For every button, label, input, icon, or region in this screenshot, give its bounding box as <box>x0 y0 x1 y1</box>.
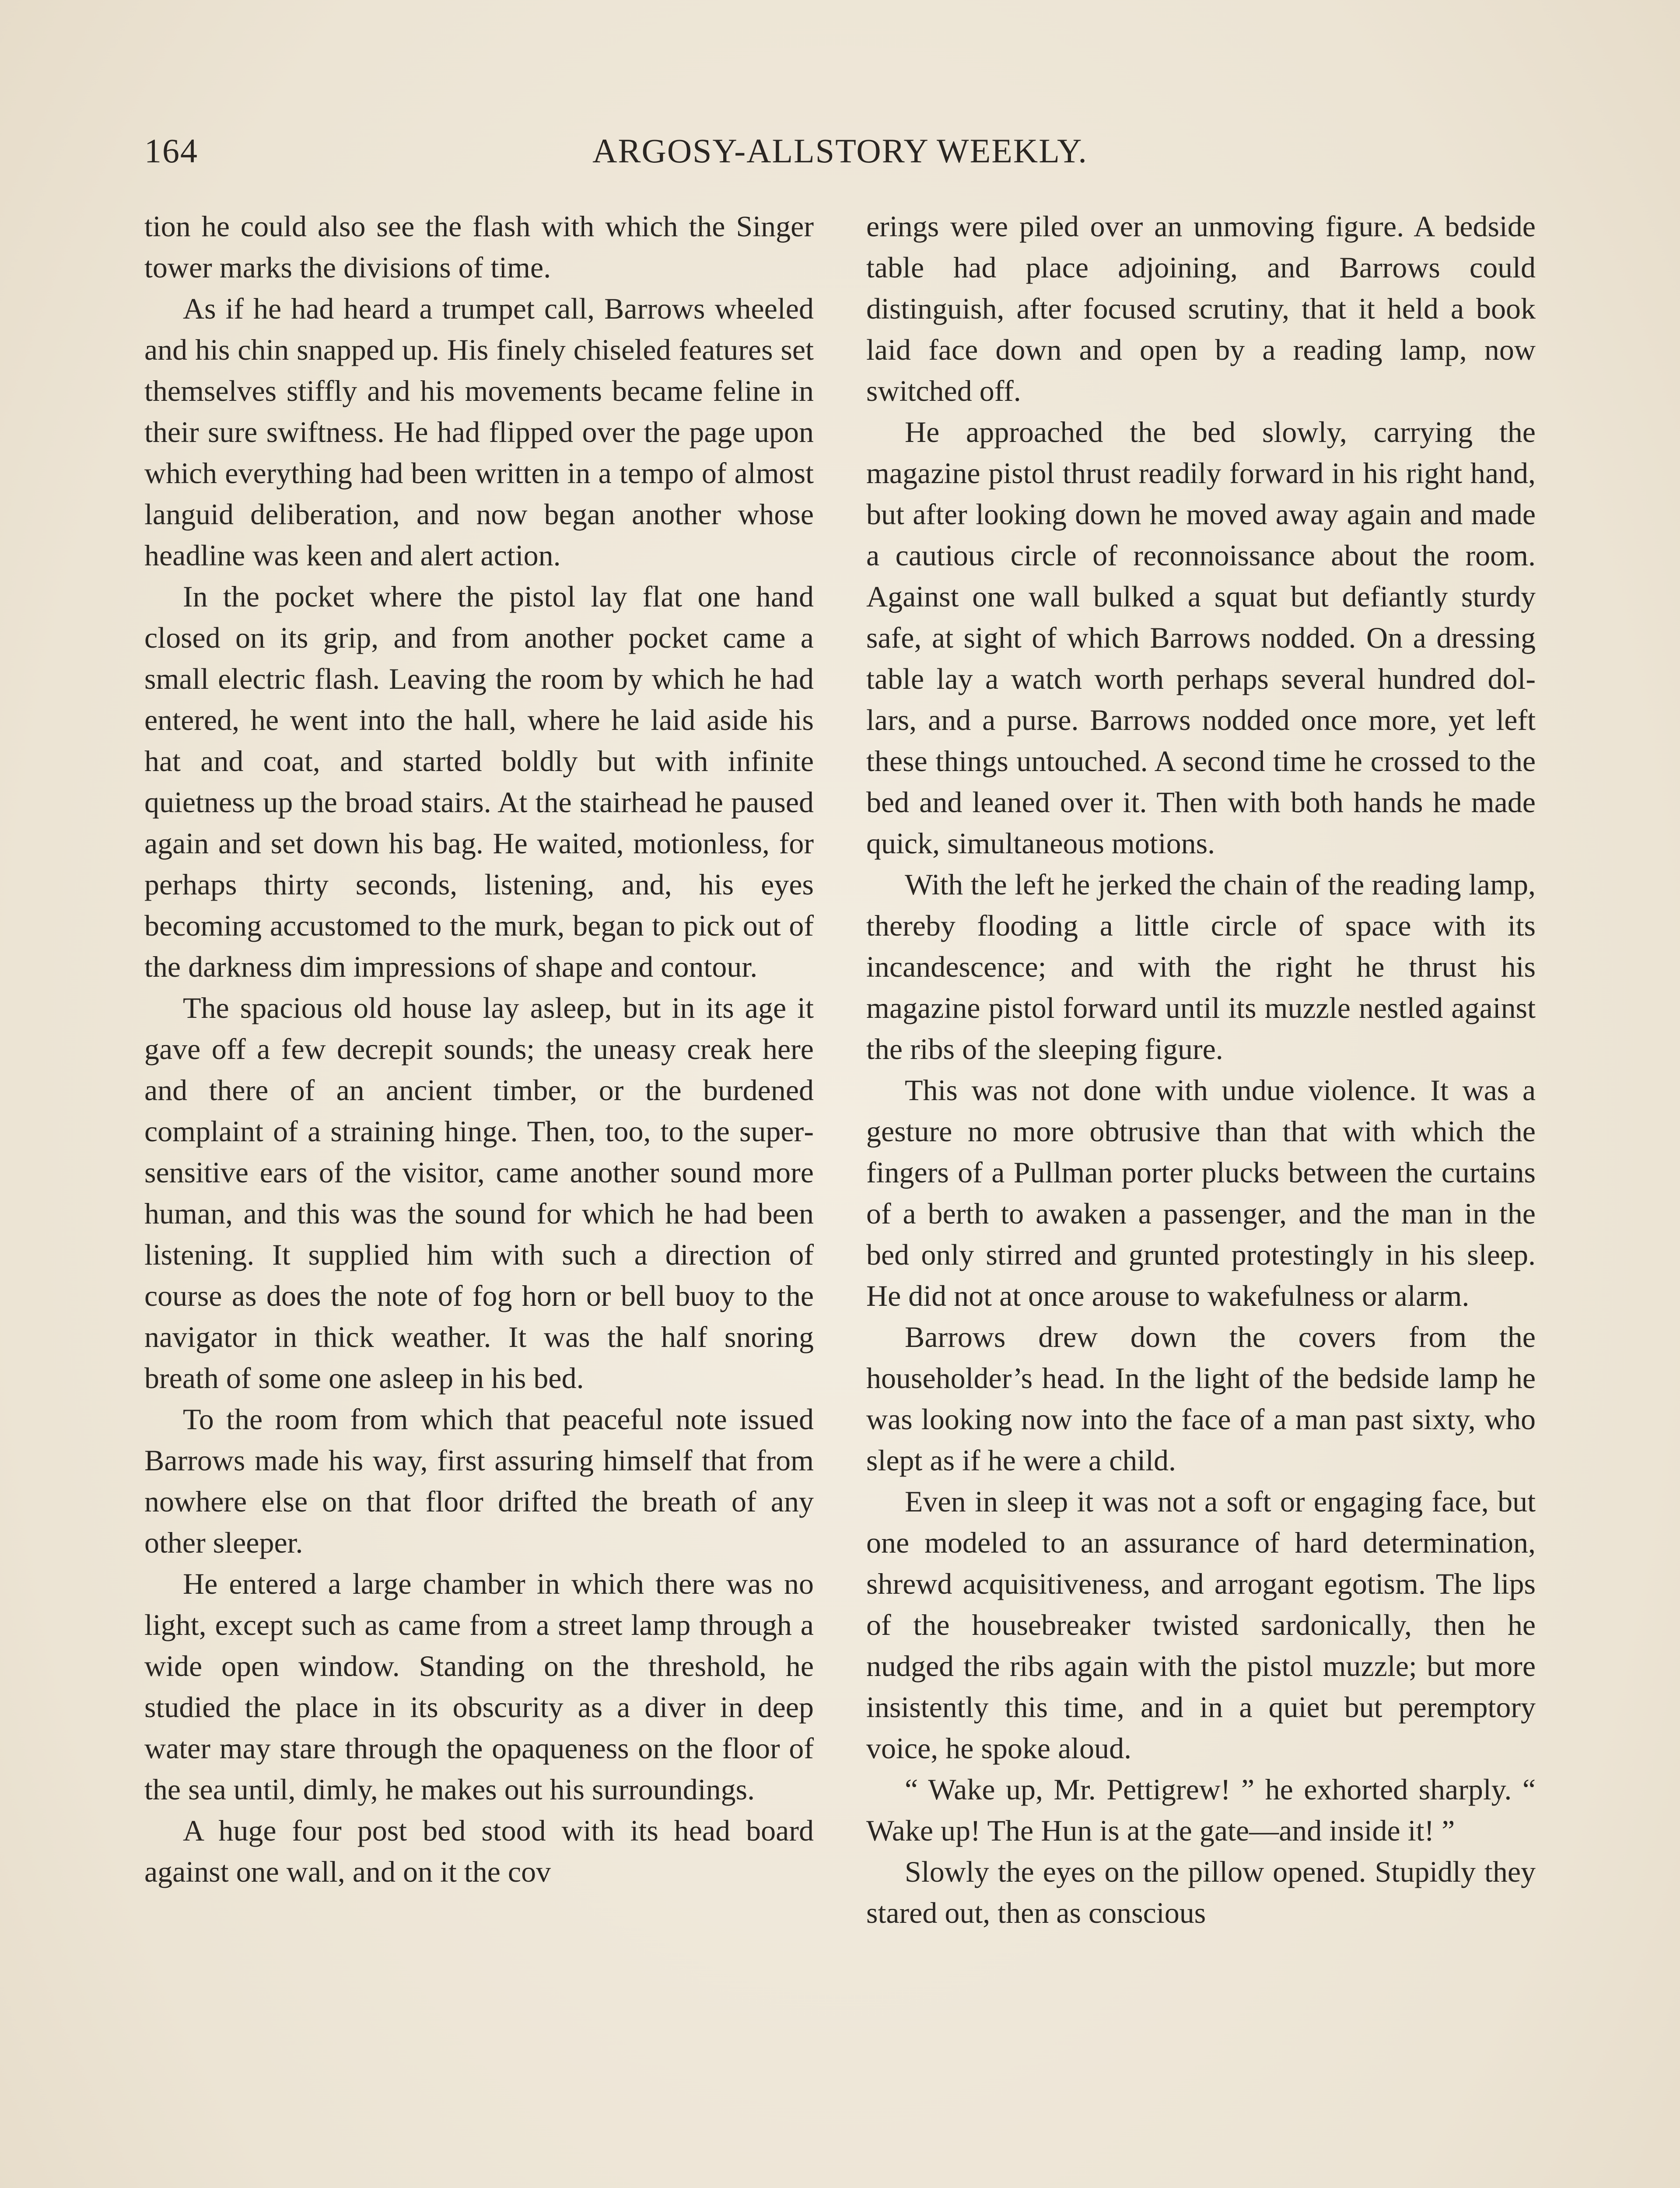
paragraph: This was not done with undue violence. It was a gesture no more obtrusive than that with which the fingers of a Pullman porter plucks between the curtains of a berth to awaken a passenger, and the man in the bed only stirred and grunted protestingly in his sleep. He did not at once arouse to wakefulness or alarm. <box>866 1073 1536 1312</box>
page-number: 164 <box>144 132 198 170</box>
paragraph: Even in sleep it was not a soft or engaging face, but one modeled to an assurance of hard determination, shrewd acquisitiveness, and arrogant egotism. The lips of the housebreaker twisted sardonically, then he nudged the ribs again with the pistol muzzle; but more insistently this time, and in a quiet but peremptory voice, he spoke aloud. <box>866 1485 1536 1765</box>
paragraph: He approached the bed slowly, carrying the magazine pistol thrust readily forward in his right hand, but after looking down he moved away again and made a cautious circle of reconnoissance about the room. Against one wall bulked a squat but defiantly sturdy safe, at sight of which Barrows nodded. On a dressing table lay a watch worth perhaps several hundred dollars, and a purse. Barrows nodded once more, yet left these things untouched. A second time he crossed to the bed and leaned over it. Then with both hands he made quick, simultaneous motions. <box>866 415 1536 860</box>
paragraph: To the room from which that peaceful note issued Barrows made his way, first assuring himself that from nowhere else on that floor drifted the breath of any other sleeper. <box>144 1403 814 1559</box>
paragraph: A huge four post bed stood with its head board against one wall, and on it the cov <box>144 1814 814 1888</box>
paragraph: tion he could also see the flash with which the Singer tower marks the divisions of time. <box>144 210 814 284</box>
paragraph: erings were piled over an unmoving figure. A bedside table had place adjoining, and Barrows could distinguish, after focused scrutiny, that it held a book laid face down and open by a reading lamp, now switched off. <box>866 210 1536 407</box>
paragraph: As if he had heard a trumpet call, Barrows wheeled and his chin snapped up. His finely chiseled features set themselves stiffly and his movements became feline in their sure swiftness. He had flipped over the page upon which everything had been written in a tempo of almost languid deliberation, and now began another whose headline was keen and alert action. <box>144 292 814 572</box>
paragraph: “ Wake up, Mr. Pettigrew! ” he exhorted sharply. “ Wake up! The Hun is at the gate—and inside it! ” <box>866 1773 1536 1847</box>
paragraph: He entered a large chamber in which there was no light, except such as came from a street lamp through a wide open window. Standing on the threshold, he studied the place in its obscurity as a diver in deep water may stare through the opaqueness on the floor of the sea until, dimly, he makes out his surroundings. <box>144 1567 814 1806</box>
page-header <box>144 127 1536 179</box>
paragraph: With the left he jerked the chain of the reading lamp, thereby flooding a little circle of space with its incandescence; and with the right he thrust his magazine pistol forward until its muzzle nestled against the ribs of the sleeping figure. <box>866 868 1536 1066</box>
paragraph: Slowly the eyes on the pillow opened. Stupidly they stared out, then as conscious <box>866 1855 1536 1929</box>
paragraph: The spacious old house lay asleep, but in its age it gave off a few decrepit sounds; the uneasy creak here and there of an ancient timber, or the burdened complaint of a straining hinge. Then, too, to the supersensitive ears of the visitor, came another sound more human, and this was the sound for which he had been listening. It supplied him with such a direction of course as does the note of fog horn or bell buoy to the navigator in thick weather. It was the half snoring breath of some one asleep in his bed. <box>144 991 814 1395</box>
right-column <box>866 206 1536 2188</box>
text-columns <box>144 206 1536 2188</box>
paragraph: In the pocket where the pistol lay flat one hand closed on its grip, and from another pocket came a small electric flash. Leaving the room by which he had entered, he went into the hall, where he laid aside his hat and coat, and started boldly but with infinite quietness up the broad stairs. At the stairhead he paused again and set down his bag. He waited, motionless, for perhaps thirty seconds, listening, and, his eyes becoming accustomed to the murk, began to pick out of the darkness dim impressions of shape and contour. <box>144 580 814 983</box>
left-column <box>144 206 814 2188</box>
running-head: ARGOSY-ALLSTORY WEEKLY. <box>592 132 1088 170</box>
paragraph: Barrows drew down the covers from the householder’s head. In the light of the bedside lamp he was looking now into the face of a man past sixty, who slept as if he were a child. <box>866 1320 1536 1477</box>
